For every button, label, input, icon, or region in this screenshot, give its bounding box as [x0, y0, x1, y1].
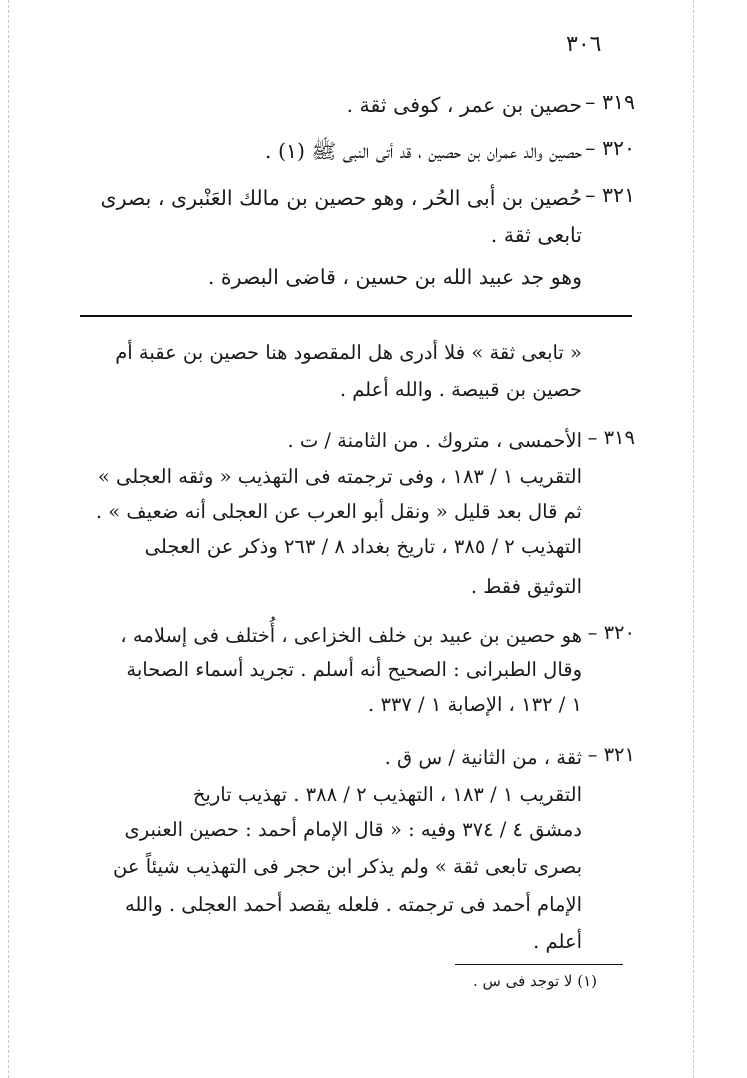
entry-line: حُصين بن أبى الحُر ، وهو حصين بن مالك العَنْبرى ، بصرى: [100, 186, 582, 210]
left-margin-rule: [8, 0, 9, 1078]
note-line: التوثيق فقط .: [470, 575, 582, 598]
entry-line: وهو جد عبيد الله بن حسين ، قاضى البصرة .: [207, 265, 582, 289]
note-number: ٣٢٠ –: [587, 621, 635, 644]
entry-line: حصين والد عمران بن حصين ، قد أتى النبى ﷺ (١) .: [264, 139, 582, 163]
note-line: الأحمسى ، متروك . من الثامنة / ت .: [287, 429, 582, 452]
footnote: (١) لا توجد فى س .: [473, 972, 597, 990]
note-line: ١ / ١٣٢ ، الإصابة ١ / ٣٣٧ .: [368, 693, 582, 716]
entry-number: ٣١٩ –: [585, 90, 635, 114]
right-margin-rule: [693, 0, 694, 1078]
notes-separator: [80, 315, 632, 317]
note-number: ٣٢١ –: [587, 743, 635, 766]
note-line: ثم قال بعد قليل « ونقل أبو العرب عن العجلى أنه ضعيف » .: [95, 500, 582, 523]
note-line: هو حصين بن عبيد بن خلف الخزاعى ، أُختلف فى إسلامه ،: [120, 624, 582, 647]
note-line: الإمام أحمد فى ترجمته . فلعله يقصد أحمد العجلى . والله: [124, 893, 582, 916]
note-line: التهذيب ٢ / ٣٨٥ ، تاريخ بغداد ٨ / ٢٦٣ وذكر عن العجلى: [144, 535, 582, 558]
entry-number: ٣٢٠ –: [585, 136, 635, 160]
note-line: التقريب ١ / ١٨٣ ، وفى ترجمته فى التهذيب « وثقه العجلى »: [97, 465, 582, 488]
footnote-separator: [455, 964, 623, 965]
note-line: ثقة ، من الثانية / س ق .: [384, 746, 582, 769]
note-line: التقريب ١ / ١٨٣ ، التهذيب ٢ / ٣٨٨ . تهذيب تاريخ: [192, 783, 582, 806]
note-line: « تابعى ثقة » فلا أدرى هل المقصود هنا حصين بن عقبة أم: [115, 341, 582, 364]
entry-line: حصين بن عمر ، كوفى ثقة .: [346, 93, 582, 117]
note-line: حصين بن قبيصة . والله أعلم .: [339, 378, 582, 401]
entry-number: ٣٢١ –: [585, 183, 635, 207]
note-number: ٣١٩ –: [587, 426, 635, 449]
note-line: بصرى تابعى ثقة » ولم يذكر ابن حجر فى التهذيب شيئاً عن: [113, 855, 582, 878]
note-line: وقال الطبرانى : الصحيح أنه أسلم . تجريد أسماء الصحابة: [126, 658, 582, 681]
entry-line: تابعى ثقة .: [490, 223, 582, 247]
note-line: دمشق ٤ / ٣٧٤ وفيه : « قال الإمام أحمد : حصين العنبرى: [124, 818, 582, 841]
page-number: ٣٠٦: [566, 32, 602, 57]
note-line: أعلم .: [533, 930, 582, 953]
